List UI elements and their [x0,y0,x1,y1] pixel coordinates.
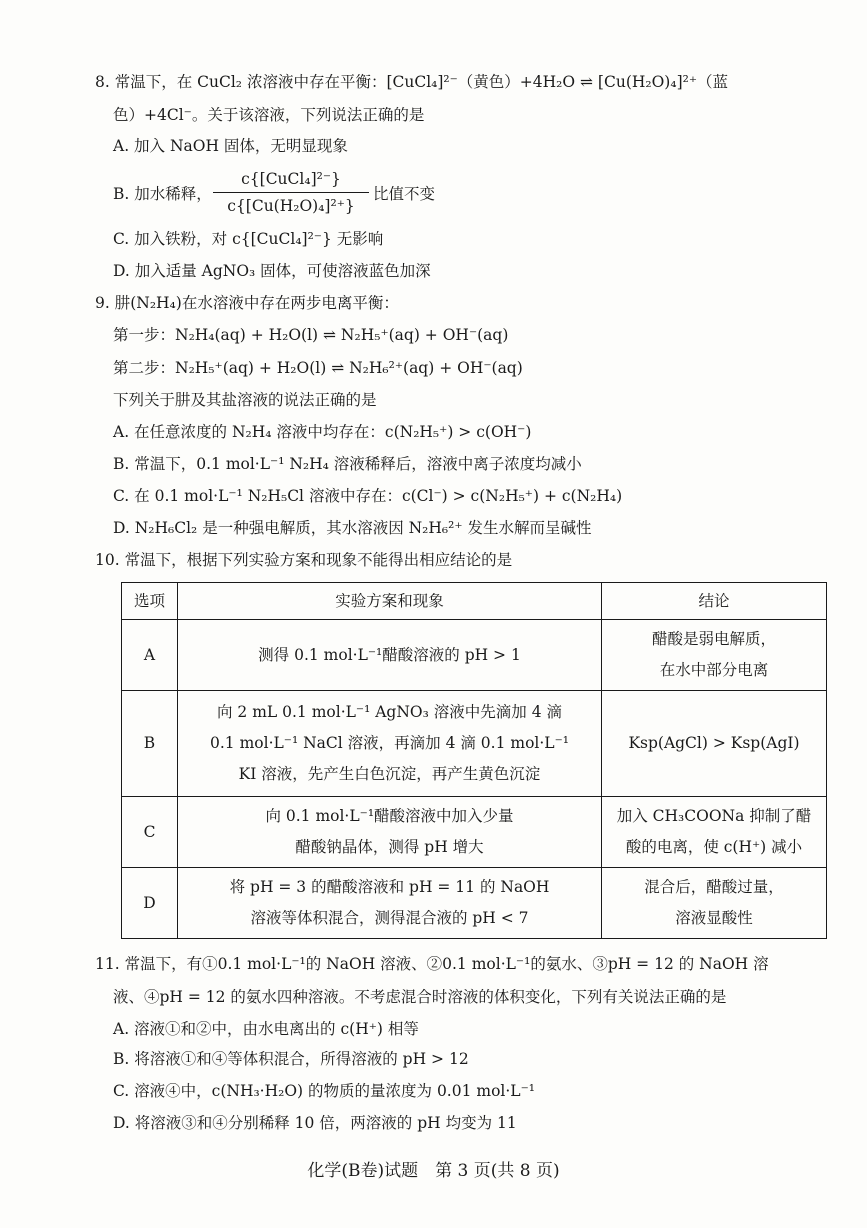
plan-line: 向 0.1 mol·L⁻¹醋酸溶液中加入少量 [265,807,514,825]
conclusion-line: 混合后，醋酸过量， [644,878,784,896]
conclusion-line: 酸的电离，使 c(H⁺) 减小 [625,838,803,856]
table-row [122,691,827,797]
q9-option-d: D. N₂H₆Cl₂ 是一种强电解质，其水溶液因 N₂H₆²⁺ 发生水解而呈碱性 [113,519,592,537]
table-cell-plan [178,691,602,797]
table-cell-conclusion [602,868,827,939]
q8-option-b-label: B. 加水稀释， [113,185,212,203]
q11-stem-line1: 11. 常温下，有①0.1 mol·L⁻¹的 NaOH 溶液、②0.1 mol·L⁻¹的氨水、③pH = 12 的 NaOH 溶 [95,955,769,973]
q8-stem-line2: 色）+4Cl⁻。关于该溶液，下列说法正确的是 [113,106,425,124]
table-cell-plan [178,620,602,691]
table-cell-plan [178,868,602,939]
q9-step2: 第二步：N₂H₅⁺(aq) + H₂O(l) ⇌ N₂H₆²⁺(aq) + OH⁻(aq) [113,359,523,377]
table-cell-conclusion [602,620,827,691]
q11-option-a: A. 溶液①和②中，由水电离出的 c(H⁺) 相等 [113,1020,419,1038]
q9-question: 下列关于肼及其盐溶液的说法正确的是 [113,391,377,409]
plan-line: 溶液等体积混合，测得混合液的 pH < 7 [250,909,529,927]
q9-option-a: A. 在任意浓度的 N₂H₄ 溶液中均存在：c(N₂H₅⁺) > c(OH⁻) [113,423,532,441]
q10-stem: 10. 常温下，根据下列实验方案和现象不能得出相应结论的是 [95,551,513,569]
plan-line: 0.1 mol·L⁻¹ NaCl 溶液，再滴加 4 滴 0.1 mol·L⁻¹ [210,734,569,752]
table-cell-conclusion [602,797,827,868]
q8-option-b [113,168,513,224]
table-row [122,620,827,691]
table-row [122,797,827,868]
conclusion-line: 在水中部分电离 [659,661,769,679]
plan-line: 测得 0.1 mol·L⁻¹醋酸溶液的 pH > 1 [258,645,521,664]
q11-option-c: C. 溶液④中，c(NH₃·H₂O) 的物质的量浓度为 0.01 mol·L⁻¹ [113,1082,535,1100]
plan-line: 向 2 mL 0.1 mol·L⁻¹ AgNO₃ 溶液中先滴加 4 滴 [217,703,562,721]
conclusion-line: 醋酸是弱电解质， [651,630,776,648]
q8-option-b-tail: 比值不变 [373,185,436,203]
table-cell-option: B [122,691,178,797]
conclusion-line: 溶液显酸性 [675,909,753,927]
q9-option-b: B. 常温下，0.1 mol·L⁻¹ N₂H₄ 溶液稀释后，溶液中离子浓度均减小 [113,455,582,473]
q8-stem-line1: 8. 常温下，在 CuCl₂ 浓溶液中存在平衡：[CuCl₄]²⁻（黄色）+4H₂O ⇌ [Cu(H₂O)₄]²⁺（蓝 [95,73,729,91]
fraction-numerator: c{[CuCl₄]²⁻} [213,168,369,193]
table-header-plan: 实验方案和现象 [178,583,602,620]
plan-line: 醋酸钠晶体，测得 pH 增大 [295,838,484,856]
experiment-table [121,582,827,939]
conclusion-line: Ksp(AgCl) > Ksp(AgI) [628,734,800,752]
fraction-denominator: c{[Cu(H₂O)₄]²⁺} [227,197,355,215]
q8-option-a: A. 加入 NaOH 固体，无明显现象 [113,137,348,155]
conclusion-line: 加入 CH₃COONa 抑制了醋 [616,807,812,825]
q9-option-c: C. 在 0.1 mol·L⁻¹ N₂H₅Cl 溶液中存在：c(Cl⁻) > c(N₂H₅⁺) + c(N₂H₄) [113,487,623,505]
q9-step1: 第一步：N₂H₄(aq) + H₂O(l) ⇌ N₂H₅⁺(aq) + OH⁻(aq) [113,326,509,344]
table-cell-conclusion [602,691,827,797]
q11-stem-line2: 液、④pH = 12 的氨水四种溶液。不考虑混合时溶液的体积变化，下列有关说法正确的是 [113,988,727,1006]
table-header-option: 选项 [122,583,178,620]
q8-option-c: C. 加入铁粉，对 c{[CuCl₄]²⁻} 无影响 [113,230,384,248]
q11-option-d: D. 将溶液③和④分别稀释 10 倍，两溶液的 pH 均变为 11 [113,1114,517,1132]
plan-line: 将 pH = 3 的醋酸溶液和 pH = 11 的 NaOH [229,878,550,896]
table-header-row [122,583,827,620]
q11-option-b: B. 将溶液①和④等体积混合，所得溶液的 pH > 12 [113,1050,469,1068]
table-cell-option: D [122,868,178,939]
plan-line: KI 溶液，先产生白色沉淀，再产生黄色沉淀 [238,765,541,783]
table-cell-plan [178,797,602,868]
table-row [122,868,827,939]
q9-stem: 9. 肼(N₂H₄)在水溶液中存在两步电离平衡： [95,294,399,312]
table-cell-option: A [122,620,178,691]
table-cell-option: C [122,797,178,868]
q8-option-b-fraction [213,168,369,217]
page-footer: 化学(B卷)试题 第 3 页(共 8 页) [307,1161,560,1181]
table-header-conclusion: 结论 [602,583,827,620]
q8-option-d: D. 加入适量 AgNO₃ 固体，可使溶液蓝色加深 [113,262,431,280]
